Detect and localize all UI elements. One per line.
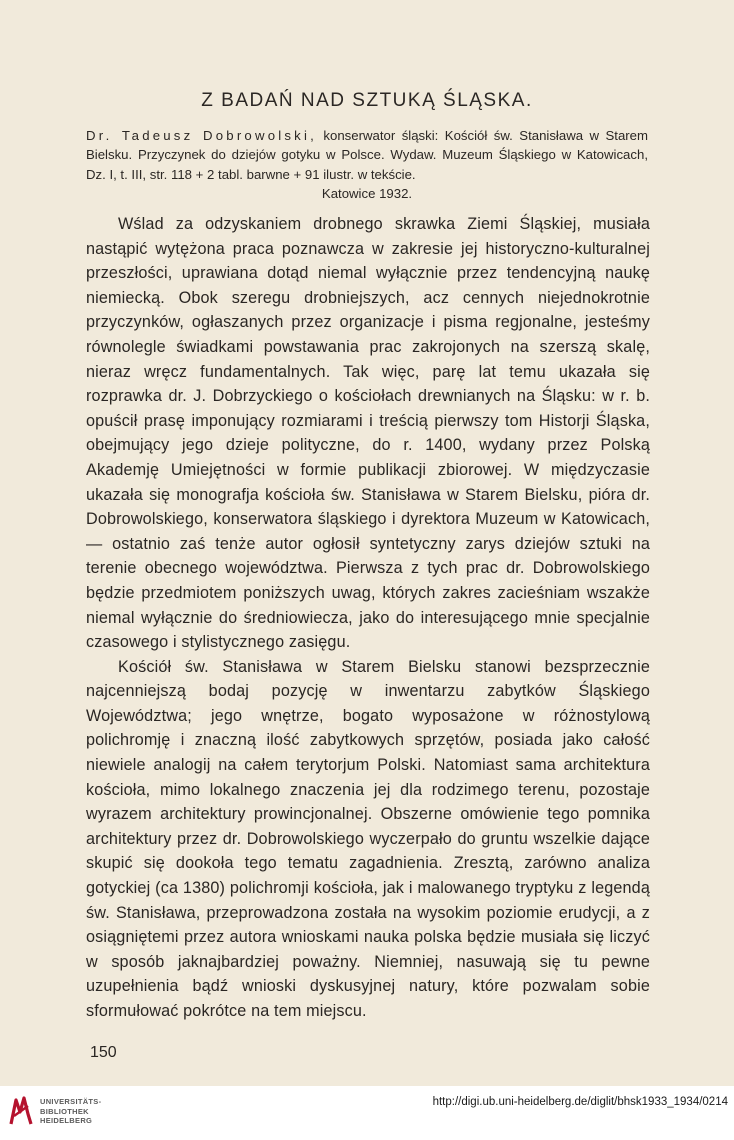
bibliography-place: Katowice 1932. — [321, 185, 413, 201]
bibliography-text: konserwator śląski: Kościół św. Stanisława w Starem Bielsku. Przyczynek do dziejów gotyku w Polsce. Wydaw. Muzeum Śląskiego w Katowicach, Dz. I, t. III, str. 118 + 2 tabl. barwne + 91 ilustr. w tekście. — [86, 128, 648, 182]
bibliographic-note — [86, 126, 648, 203]
article-title: Z BADAŃ NAD SZTUKĄ ŚLĄSKA. — [201, 90, 533, 111]
source-url-link[interactable]: http://digi.ub.uni-heidelberg.de/diglit/bhsk1933_1934/0214 — [432, 1096, 728, 1108]
library-name-line-3: HEIDELBERG — [40, 1116, 93, 1125]
paragraph-2: Kościół św. Stanisława w Starem Bielsku stanowi bezsprzecznie najcenniejszą bodaj pozycję w inwentarzu zabytków Śląskiego Województwa; jego wnętrze, bogato wyposażone w różnostylową polichromję i znaczną ilość zabytkowych sprzętów, posiada jako całość niewiele analogij na całem terytorjum Polski. Natomiast sama architektura kościoła, mimo lokalnego znaczenia jej dla rodzimego terenu, pozostaje wyrazem architektury prowincjonalnej. Obszerne omówienie tego pomnika architektury przez dr. Dobrowolskiego wyczerpało do gruntu wszelkie dające skupić się dookoła tego tematu zagadnienia. Zresztą, zarówno analiza gotyckiej (ca 1380) polichromji kościoła, jak i malowanego tryptyku z legendą św. Stanisława, przeprowadzona została na wysokim poziomie erudycji, a z osiągniętemi przez autora wnioskami nauka polska będzie musiała się liczyć w sposób jaknajbardziej poważny. Niemniej, nasuwają się tu pewne uzupełnienia bądź wnioski dyskusyjnej natury, które pozwalam sobie sformułować pokrótce na tem miejscu. — [86, 657, 650, 1020]
viewer-footer — [0, 1086, 734, 1140]
bibliography-author: Dr. Tadeusz Dobrowolski, — [86, 128, 317, 143]
article-body — [86, 212, 650, 1024]
paragraph-1: Wślad za odzyskaniem drobnego skrawka Ziemi Śląskiej, musiała nastąpić wytężona praca poznawcza w zakresie jej historyczno-kulturalnej przeszłości, uprawiana dotąd niemal wyłącznie przez tendencyjną naukę niemiecką. Obok szeregu drobniejszych, acz cennych niejednokrotnie przyczynków, ogłaszanych przez organizacje i pisma regjonalne, jesteśmy równolegle świadkami powstawania prac zakrojonych na szerszą skalę, nieraz wręcz fundamentalnych. Tak więc, parę lat temu ukazała się rozprawka dr. J. Dobrzyckiego o kościołach drewnianych na Śląsku: w r. b. opuścił prasę imponujący rozmiarami i treścią pierwszy tom Historji Śląska, obejmujący jego dzieje polityczne, do r. 1400, wydany przez Polską Akademję Umiejętności w formie publikacji zbiorowej. W międzyczasie ukazała się monografja kościoła św. Stanisława w Starem Bielsku, pióra dr. Dobrowolskiego, konserwatora śląskiego i dyrektora Muzeum w Katowicach, — ostatnio zaś tenże autor ogłosił syntetyczny zarys dziejów sztuki na terenie obecnego województwa. Pierwsza z tych prac dr. Dobrowolskiego będzie przedmiotem poniższych uwag, których zakres zacieśniam wszakże niemal wyłącznie do średniowiecza, jako do interesującego mnie specjalnie czasowego i stylistycznego zasięgu. — [86, 215, 650, 652]
page-number: 150 — [90, 1044, 117, 1061]
heidelberg-library-logo-icon — [8, 1094, 34, 1128]
library-name-line-1: UNIVERSITÄTS- — [40, 1097, 102, 1106]
library-name — [40, 1097, 101, 1126]
library-name-line-2: BIBLIOTHEK — [40, 1106, 89, 1116]
